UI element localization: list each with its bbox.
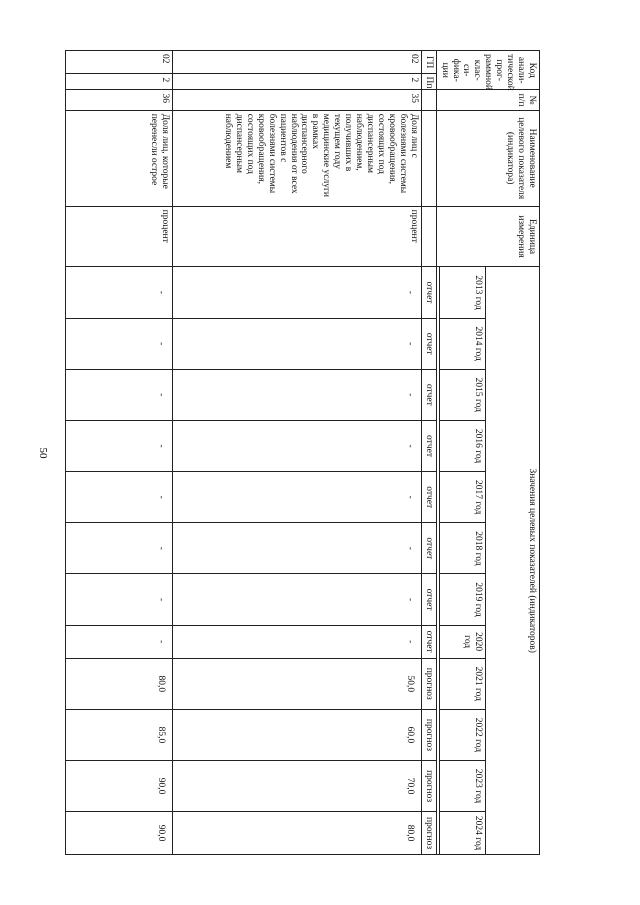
year-header: 2021 год: [439, 658, 485, 709]
row-value: -: [65, 420, 172, 471]
year-header: 2014 год: [439, 318, 485, 369]
year-header: 2022 год: [439, 709, 485, 760]
year-header: 2017 год: [439, 472, 485, 523]
header-code: Код анали-тической прог-раммной клас-си-фика-ции: [436, 51, 539, 90]
row-pp: 2: [172, 74, 421, 90]
year-header: 2024 год: [439, 812, 485, 855]
year-header: 2018 год: [439, 523, 485, 574]
year-kind: прогноз: [421, 658, 436, 709]
year-kind: прогноз: [421, 709, 436, 760]
row-num: 35: [172, 90, 421, 110]
year-kind: отчет: [421, 318, 436, 369]
year-kind: отчет: [421, 420, 436, 471]
row-value: 90,0: [65, 812, 172, 855]
row-pp: 2: [65, 74, 172, 90]
header-num: № п/п: [436, 90, 539, 110]
row-value: -: [172, 625, 421, 658]
row-value: -: [65, 574, 172, 625]
year-header: 2019 год: [439, 574, 485, 625]
row-value: -: [65, 267, 172, 318]
header-values: Значения целевых показателей (индикаторов): [485, 267, 539, 855]
year-kind: отчет: [421, 523, 436, 574]
row-value: -: [172, 267, 421, 318]
row-unit: процент: [172, 206, 421, 267]
row-value: 70,0: [172, 761, 421, 812]
header-unit: Единица измерения: [436, 206, 539, 267]
row-value: -: [172, 472, 421, 523]
header-row-kinds: [421, 51, 436, 855]
header-name: Наименование целевого показателя (индикатора): [436, 110, 539, 206]
empty-cell: [421, 110, 436, 206]
row-value: 60,0: [172, 709, 421, 760]
year-kind: отчет: [421, 574, 436, 625]
header-row-1: [485, 51, 539, 855]
year-header: 2020 год: [439, 625, 485, 658]
empty-cell: [421, 90, 436, 110]
row-value: -: [65, 369, 172, 420]
row-value: 85,0: [65, 709, 172, 760]
row-value: -: [172, 420, 421, 471]
year-kind: отчет: [421, 472, 436, 523]
year-header: 2016 год: [439, 420, 485, 471]
row-value: -: [65, 625, 172, 658]
row-value: 80,0: [65, 658, 172, 709]
table-row: [65, 51, 172, 855]
row-value: -: [172, 369, 421, 420]
row-value: -: [172, 318, 421, 369]
header-pp: Пп: [421, 74, 436, 90]
header-gp: ГП: [421, 51, 436, 74]
page-number: 50: [37, 447, 49, 459]
year-kind: прогноз: [421, 761, 436, 812]
row-value: -: [65, 318, 172, 369]
year-kind: прогноз: [421, 812, 436, 855]
row-indicator-name: Доля лиц, которые перенесли острое: [65, 110, 172, 206]
row-unit: процент: [65, 206, 172, 267]
year-kind: отчет: [421, 369, 436, 420]
row-value: -: [172, 574, 421, 625]
indicators-table: [65, 50, 540, 855]
table-row: [172, 51, 421, 855]
row-gp: 02: [65, 51, 172, 74]
year-kind: отчет: [421, 625, 436, 658]
row-value: -: [65, 523, 172, 574]
row-value: -: [172, 523, 421, 574]
row-value: 80,0: [172, 812, 421, 855]
empty-cell: [421, 206, 436, 267]
row-num: 36: [65, 90, 172, 110]
year-header: 2023 год: [439, 761, 485, 812]
year-kind: отчет: [421, 267, 436, 318]
row-gp: 02: [172, 51, 421, 74]
header-spacer-cell: [436, 267, 439, 855]
year-header: 2013 год: [439, 267, 485, 318]
year-header: 2015 год: [439, 369, 485, 420]
row-value: -: [65, 472, 172, 523]
rotated-table-container: [60, 50, 540, 855]
row-indicator-name: Доля лиц с болезнями системы кровообращения, состоящих под диспансерным наблюдением, получивших в текущем году медицинские услуги в рамках диспансерного наблюдения от всех пациентов с болезнями системы кровообращения, состоящих под диспансерным наблюдением: [172, 110, 421, 206]
row-value: 90,0: [65, 761, 172, 812]
row-value: 50,0: [172, 658, 421, 709]
